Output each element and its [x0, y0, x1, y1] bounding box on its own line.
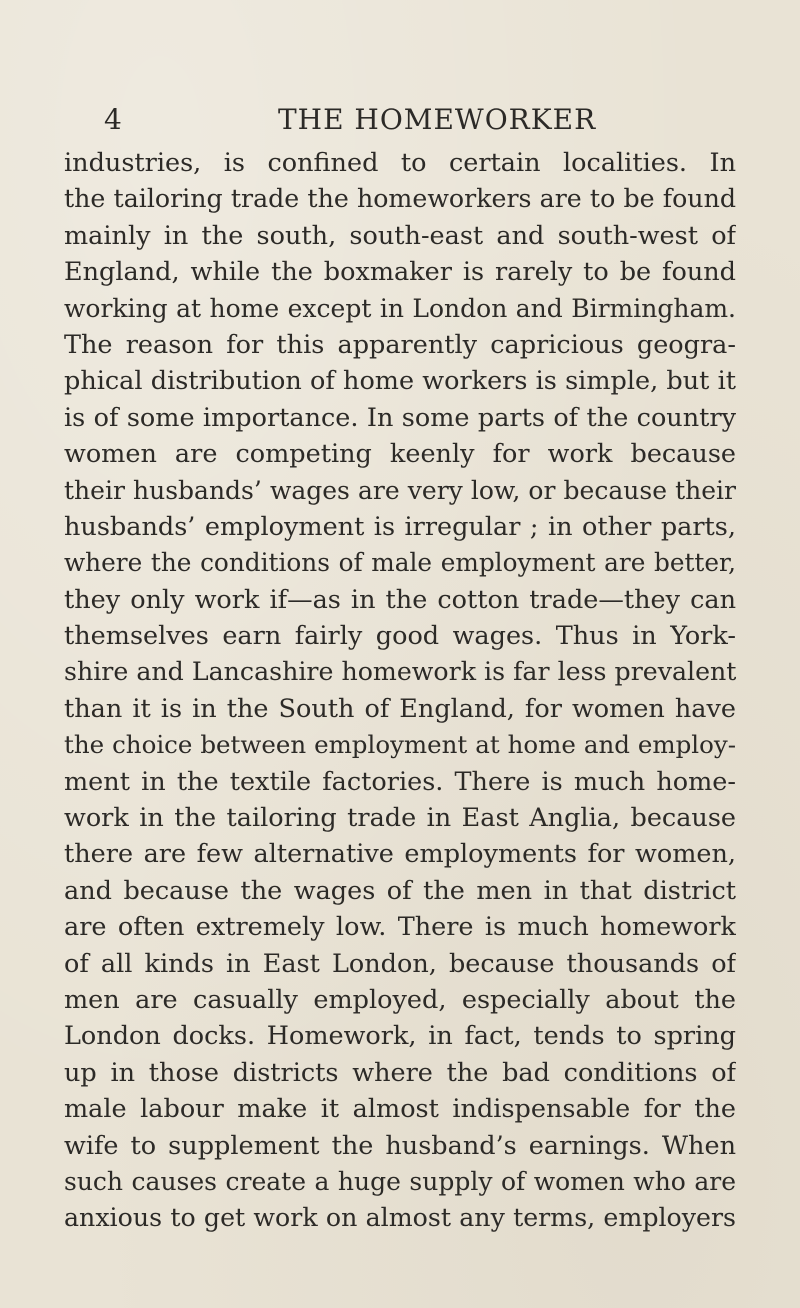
text-line: up in those districts where the bad conditions of [64, 1057, 736, 1088]
body-text [64, 145, 736, 1237]
text-line: husbands’ employment is irregular ; in other parts, [64, 511, 736, 542]
text-line: men are casually employed, especially about the [64, 984, 736, 1015]
text-line: phical distribution of home workers is simple, but it [64, 366, 736, 397]
page-number: 4 [104, 103, 122, 136]
text-line: the tailoring trade the homeworkers are to be found [64, 184, 736, 214]
text-line: there are few alternative employments for women, [64, 839, 736, 870]
text-line: are often extremely low. There is much homework [64, 912, 736, 943]
text-line: and because the wages of the men in that district [64, 875, 736, 906]
text-line: of all kinds in East London, because thousands of [64, 948, 736, 979]
text-line: their husbands’ wages are very low, or because their [64, 475, 736, 505]
text-line: industries, is confined to certain localities. In [64, 148, 736, 178]
text-line: work in the tailoring trade in East Anglia, because [64, 803, 736, 834]
text-line: the choice between employment at home and employ- [64, 730, 736, 760]
text-line: than it is in the South of England, for women have [64, 693, 736, 724]
page-header [0, 100, 800, 140]
text-line: women are competing keenly for work because [64, 439, 736, 470]
running-head: THE HOMEWORKER [278, 103, 597, 136]
text-line: working at home except in London and Birmingham. [64, 293, 736, 323]
text-line: themselves earn fairly good wages. Thus in York- [64, 621, 736, 652]
text-line: male labour make it almost indispensable for the [64, 1094, 736, 1125]
text-line: wife to supplement the husband’s earnings. When [64, 1130, 736, 1161]
text-line: mainly in the south, south-east and south-west of [64, 220, 736, 251]
text-line: London docks. Homework, in fact, tends to spring [64, 1021, 736, 1052]
text-line: they only work if—as in the cotton trade—they can [64, 584, 736, 615]
text-line: shire and Lancashire homework is far less prevalent [64, 657, 736, 687]
text-line: anxious to get work on almost any terms, employers [64, 1203, 736, 1233]
text-line: ment in the textile factories. There is much home- [64, 766, 736, 797]
text-line: England, while the boxmaker is rarely to be found [64, 257, 736, 288]
text-line: where the conditions of male employment are better, [64, 548, 736, 578]
text-line: such causes create a huge supply of women who are [64, 1166, 736, 1196]
text-line: is of some importance. In some parts of the country [64, 402, 736, 433]
text-line: The reason for this apparently capricious geogra- [64, 329, 736, 360]
